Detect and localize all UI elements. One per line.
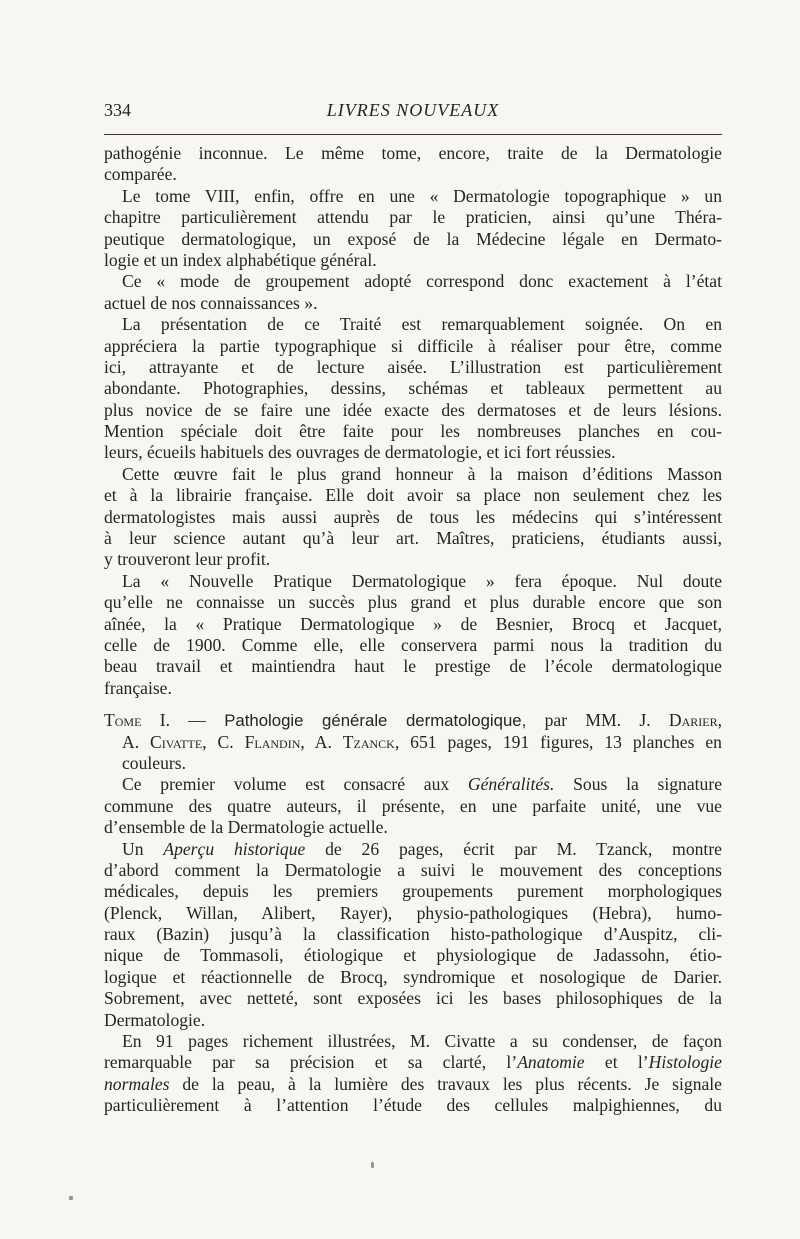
text-line: La présentation de ce Traité est remarquablement soignée. On en <box>122 314 722 335</box>
text-span: par MM. J. <box>526 710 669 731</box>
text-line: comparée. <box>104 164 177 185</box>
author-name: Tzanck, <box>342 731 400 752</box>
text-line: y trouveront leur profit. <box>104 549 271 570</box>
italic-term: Généralités. <box>467 774 555 795</box>
text-line <box>104 1074 722 1095</box>
text-line: Sobrement, avec netteté, sont exposées ici les bases philosophiques de la <box>104 988 722 1009</box>
text-span: A. <box>122 731 151 752</box>
text-line: Dermatologie. <box>104 1009 206 1030</box>
text-span: A. <box>304 731 343 752</box>
text-line <box>104 1052 722 1073</box>
paragraph <box>104 571 722 699</box>
text-span: et l’ <box>584 1052 649 1073</box>
text-span: — <box>169 710 225 731</box>
paragraph <box>104 839 722 1032</box>
text-line <box>104 732 722 753</box>
text-line: nique de Tommasoli, étiologique et physiologique de Jadassohn, étio- <box>104 945 722 966</box>
running-title: LIVRES NOUVEAUX <box>326 100 500 120</box>
italic-term: Aperçu historique <box>163 838 306 859</box>
tome-label: Tome I. <box>104 710 170 731</box>
text-line <box>104 839 722 860</box>
text-line: actuel de nos connaissances ». <box>104 292 318 313</box>
text-line: raux (Bazin) jusqu’à la classification histo-pathologique d’Auspitz, cli- <box>104 924 722 945</box>
text-line: et à la librairie française. Elle doit avoir sa place non seulement chez les <box>104 485 722 506</box>
italic-term: normales <box>104 1073 170 1094</box>
text-line <box>104 710 722 731</box>
author-name: Flandin, <box>244 731 305 752</box>
text-line: dermatologistes mais aussi auprès de tous les médecins qui s’intéressent <box>104 506 722 527</box>
text-line: celle de 1900. Comme elle, elle conservera parmi nous la tradition du <box>104 634 722 655</box>
text-line: chapitre particulièrement attendu par le praticien, ainsi qu’une Théra- <box>104 207 722 228</box>
page-number: 334 <box>104 100 131 120</box>
text-line: La « Nouvelle Pratique Dermatologique » fera époque. Nul doute <box>122 570 722 591</box>
tome-heading <box>104 710 722 774</box>
section-gap <box>104 699 722 710</box>
text-line <box>104 774 722 795</box>
italic-term: Anatomie <box>517 1052 585 1073</box>
text-span: Un <box>122 838 164 859</box>
text-line: française. <box>104 677 172 698</box>
text-line: ici, attrayante et de lecture aisée. L’illustration est particulièrement <box>104 356 722 377</box>
text-line: aînée, la « Pratique Dermatologique » de Besnier, Brocq et Jacquet, <box>104 613 722 634</box>
text-line: Mention spéciale doit être faite pour les nombreuses planches en cou- <box>104 421 722 442</box>
header-rule <box>104 134 722 135</box>
text-line: peutique dermatologique, un exposé de la Médecine légale en Dermato- <box>104 228 722 249</box>
paper-speck <box>69 1196 73 1200</box>
text-span: Sous la signature <box>554 774 722 795</box>
text-line: médicales, depuis les premiers groupements purement morphologiques <box>104 881 722 902</box>
text-line: plus novice de se faire une idée exacte des dermatoses et de leurs lésions. <box>104 399 722 420</box>
text-line: à leur science autant qu’à leur art. Maîtres, praticiens, étudiants aussi, <box>104 528 722 549</box>
text-line: logique et réactionnelle de Brocq, syndromique et nosologique de Darier. <box>104 966 722 987</box>
text-span: remarquable par sa précision et sa clarté, l’ <box>104 1052 518 1073</box>
text-line: particulièrement à l’attention l’étude des cellules malpighiennes, du <box>104 1095 722 1116</box>
text-span: C. <box>206 731 245 752</box>
italic-term: Histologie <box>648 1052 722 1073</box>
text-line: d’abord comment la Dermatologie a suivi le mouvement des conceptions <box>104 859 722 880</box>
text-line: commune des quatre auteurs, il présente, en une parfaite unité, une vue <box>104 795 722 816</box>
page-header <box>104 98 722 128</box>
text-line: Le tome VIII, enfin, offre en une « Dermatologie topographique » un <box>122 185 722 206</box>
text-line: pathogénie inconnue. Le même tome, encore, traite de la Dermatologie <box>104 143 722 163</box>
text-line: abondante. Photographies, dessins, schémas et tableaux permettent au <box>104 378 722 399</box>
text-line: logie et un index alphabétique général. <box>104 249 377 270</box>
tome-title: Pathologie générale dermatologique, <box>224 711 527 731</box>
body-text <box>104 143 722 1117</box>
text-line: beau travail et maintiendra haut le prestige de l’école dermatologique <box>104 656 722 677</box>
paragraph <box>104 314 722 464</box>
text-line: appréciera la partie typographique si difficile à réaliser pour être, comme <box>104 335 722 356</box>
text-line: couleurs. <box>122 752 187 773</box>
paragraph <box>104 186 722 272</box>
paragraph <box>104 464 722 571</box>
text-line: En 91 pages richement illustrées, M. Civatte a su condenser, de façon <box>122 1031 722 1052</box>
author-name: Civatte, <box>150 731 207 752</box>
text-span: de 26 pages, écrit par M. Tzanck, montre <box>305 838 722 859</box>
paragraph <box>104 1031 722 1117</box>
text-span: de la peau, à la lumière des travaux les plus récents. Je signale <box>169 1073 722 1094</box>
paragraph <box>104 271 722 314</box>
text-line: leurs, écueils habituels des ouvrages de dermatologie, et ici fort réussies. <box>104 442 616 463</box>
paper-speck <box>371 1162 374 1168</box>
text-line: d’ensemble de la Dermatologie actuelle. <box>104 817 388 838</box>
text-line: Ce « mode de groupement adopté correspond donc exactement à l’état <box>122 271 722 292</box>
text-span: Ce premier volume est consacré aux <box>122 774 468 795</box>
paragraph <box>104 774 722 838</box>
author-name: Darier, <box>668 710 723 731</box>
text-line: Cette œuvre fait le plus grand honneur à la maison d’éditions Masson <box>122 463 722 484</box>
text-line: qu’elle ne connaisse un succès plus grand et plus durable encore que son <box>104 592 722 613</box>
text-line: (Plenck, Willan, Alibert, Rayer), physio-pathologiques (Hebra), humo- <box>104 902 722 923</box>
text-span: 651 pages, 191 figures, 13 planches en <box>399 731 722 752</box>
paragraph <box>104 143 722 186</box>
